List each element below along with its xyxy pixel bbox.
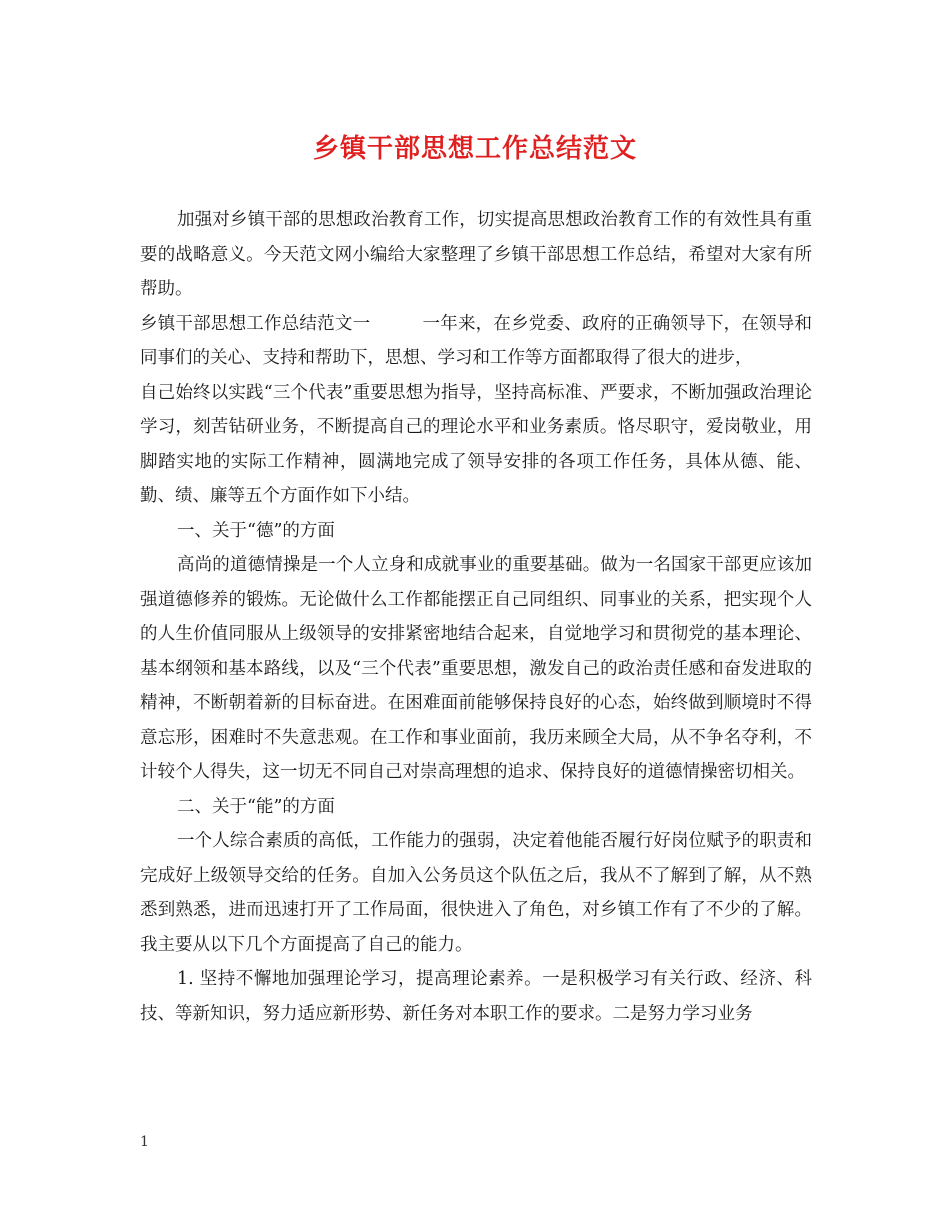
document-title: 乡镇干部思想工作总结范文 [312, 134, 637, 164]
section-heading-de: 一、关于“德”的方面 [177, 520, 335, 541]
paragraph: 加强对乡镇干部的思想政治教育工作，切实提高思想政治教育工作的有效性具有重要的战略意义。今天范文网小编给大家整理了乡镇干部思想工作总结，希望对大家有所帮助。 [140, 210, 812, 299]
section-heading-neng: 二、关于“能”的方面 [177, 796, 335, 817]
sample-text: 一年来，在乡党委、政府的正确领导下，在领导和同事们的关心、支持和帮助下，思想、学习和工作等方面都取得了很大的进步， [140, 313, 813, 368]
sample-label: 乡镇干部思想工作总结范文一 [140, 313, 371, 334]
paragraph: 一个人综合素质的高低，工作能力的强弱，决定着他能否履行好岗位赋予的职责和完成好上级领导交给的任务。自加入公务员这个队伍之后，我从不了解到了解，从不熟悉到熟悉，进而迅速打开了工作局面，很快进入了角色，对乡镇工作有了不少的了解。我主要从以下几个方面提高了自己的能力。 [140, 831, 812, 955]
document-body [140, 203, 812, 1031]
paragraph: 自己始终以实践“三个代表”重要思想为指导，坚持高标准、严要求，不断加强政治理论学习，刻苦钻研业务，不断提高自己的理论水平和业务素质。恪尽职守，爱岗敬业，用脚踏实地的实际工作精神，圆满地完成了领导安排的各项工作任务，具体从德、能、勤、绩、廉等五个方面作如下小结。 [140, 382, 812, 506]
paragraph: 高尚的道德情操是一个人立身和成就事业的重要基础。做为一名国家干部更应该加强道德修养的锻炼。无论做什么工作都能摆正自己同组织、同事业的关系，把实现个人的人生价值同服从上级领导的安排紧密地结合起来，自觉地学习和贯彻党的基本理论、基本纲领和基本路线，以及“三个代表”重要思想，激发自己的政治责任感和奋发进取的精神，不断朝着新的目标奋进。在困难面前能够保持良好的心态，始终做到顺境时不得意忘形，困难时不失意悲观。在工作和事业面前，我历来顾全大局，从不争名夺利，不计较个人得失，这一切无不同自己对崇高理想的追求、保持良好的道德情操密切相关。 [140, 555, 812, 782]
page-number: 1 [140, 1134, 149, 1150]
paragraph-sample-one [140, 307, 812, 376]
paragraph: 1. 坚持不懈地加强理论学习，提高理论素养。一是积极学习有关行政、经济、科技、等新知识，努力适应新形势、新任务对本职工作的要求。二是努力学习业务 [140, 969, 812, 1024]
